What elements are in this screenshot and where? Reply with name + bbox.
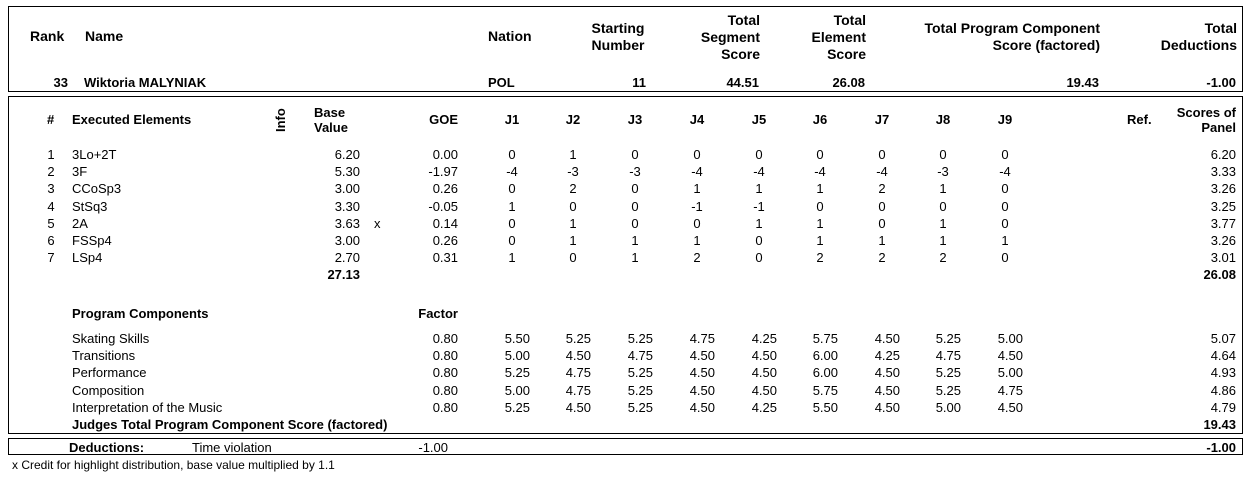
element-judge-score: 0 xyxy=(878,216,886,231)
component-panel-score: 4.93 xyxy=(1210,365,1236,380)
element-number: 5 xyxy=(47,216,55,231)
element-base-value: 3.30 xyxy=(334,199,360,214)
goe-header: GOE xyxy=(429,112,458,127)
element-judge-score: 0 xyxy=(569,199,577,214)
component-judge-score: 4.50 xyxy=(874,400,900,415)
element-judge-score: 0 xyxy=(693,216,701,231)
element-judge-score: -4 xyxy=(999,164,1011,179)
component-judge-score: 5.50 xyxy=(812,400,838,415)
component-name: Performance xyxy=(72,365,147,380)
component-judge-score: 4.75 xyxy=(935,348,961,363)
skater-nation: POL xyxy=(488,75,515,90)
element-name: FSSp4 xyxy=(72,233,112,248)
element-judge-score: 0 xyxy=(631,199,639,214)
nation-label: Nation xyxy=(488,28,532,44)
element-judge-score: 0 xyxy=(755,147,763,162)
skater-name: Wiktoria MALYNIAK xyxy=(84,75,207,90)
element-panel-score: 3.26 xyxy=(1210,233,1236,248)
component-judge-score: 4.75 xyxy=(997,383,1023,398)
base-value-header-2: Value xyxy=(314,120,348,135)
skater-rank: 33 xyxy=(53,75,68,90)
component-panel-score: 4.79 xyxy=(1210,400,1236,415)
component-factor: 0.80 xyxy=(432,365,458,380)
component-name: Composition xyxy=(72,383,145,398)
component-factor: 0.80 xyxy=(432,331,458,346)
tss-label-2: Segment xyxy=(700,29,760,45)
element-judge-score: 1 xyxy=(816,181,824,196)
element-judge-score: 2 xyxy=(878,250,886,265)
element-judge-score: 0 xyxy=(631,181,639,196)
component-judge-score: 4.50 xyxy=(751,348,777,363)
component-judge-score: 4.75 xyxy=(627,348,653,363)
component-factor: 0.80 xyxy=(432,400,458,415)
element-judge-score: 0 xyxy=(631,147,639,162)
starting-number-label-1: Starting xyxy=(591,20,645,36)
component-judge-score: 4.50 xyxy=(997,400,1023,415)
element-judge-score: 1 xyxy=(939,216,947,231)
element-goe: 0.00 xyxy=(432,147,458,162)
element-number: 2 xyxy=(47,164,55,179)
component-judge-score: 4.25 xyxy=(751,331,777,346)
element-judge-score: 1 xyxy=(1001,233,1009,248)
component-factor: 0.80 xyxy=(432,383,458,398)
component-judge-score: 4.75 xyxy=(689,331,715,346)
element-judge-score: 1 xyxy=(631,250,639,265)
element-judge-score: -1 xyxy=(691,199,703,214)
element-panel-score: 3.26 xyxy=(1210,181,1236,196)
element-judge-score: 2 xyxy=(693,250,701,265)
deductions-total: -1.00 xyxy=(1206,440,1236,455)
element-name: StSq3 xyxy=(72,199,108,214)
element-goe: 0.14 xyxy=(432,216,458,231)
info-header: Info xyxy=(273,108,288,132)
tes-label-2: Element xyxy=(811,29,866,45)
element-judge-score: 0 xyxy=(878,147,886,162)
component-judge-score: 5.25 xyxy=(627,383,653,398)
element-judge-score: 0 xyxy=(939,199,947,214)
element-judge-score: 0 xyxy=(508,147,516,162)
name-label: Name xyxy=(85,28,124,44)
element-goe: 0.31 xyxy=(432,250,458,265)
element-panel-score: 6.20 xyxy=(1210,147,1236,162)
element-number: 4 xyxy=(47,199,55,214)
element-judge-score: 0 xyxy=(1001,250,1009,265)
tes-label-3: Score xyxy=(827,46,866,62)
judge-header-4: J4 xyxy=(689,112,705,127)
pcs-label-1: Total Program Component xyxy=(924,20,1100,36)
judge-header-9: J9 xyxy=(997,112,1013,127)
judge-header-1: J1 xyxy=(504,112,520,127)
element-judge-score: 0 xyxy=(755,233,763,248)
tss-label-1: Total xyxy=(727,12,760,28)
skater-pcs: 19.43 xyxy=(1066,75,1099,90)
component-judge-score: 4.50 xyxy=(689,400,715,415)
element-judge-score: -3 xyxy=(567,164,579,179)
judge-header-8: J8 xyxy=(935,112,951,127)
deductions-label: Deductions: xyxy=(69,440,145,455)
element-info: x xyxy=(374,216,381,231)
skater-tss: 44.51 xyxy=(726,75,759,90)
component-judge-score: 6.00 xyxy=(812,365,838,380)
executed-elements-header: Executed Elements xyxy=(72,112,192,127)
elements-total-score: 26.08 xyxy=(1203,267,1236,282)
component-judge-score: 5.75 xyxy=(812,331,838,346)
component-judge-score: 4.50 xyxy=(997,348,1023,363)
element-judge-score: 2 xyxy=(569,181,577,196)
element-judge-score: -3 xyxy=(937,164,949,179)
component-judge-score: 4.50 xyxy=(689,348,715,363)
element-name: CCoSp3 xyxy=(72,181,122,196)
component-judge-score: 4.25 xyxy=(874,348,900,363)
element-judge-score: 0 xyxy=(693,147,701,162)
component-judge-score: 5.25 xyxy=(565,331,591,346)
footnote: x Credit for highlight distribution, base value multiplied by 1.1 xyxy=(12,458,335,472)
component-judge-score: 4.50 xyxy=(689,365,715,380)
component-judge-score: 4.50 xyxy=(874,365,900,380)
element-judge-score: 2 xyxy=(816,250,824,265)
element-base-value: 6.20 xyxy=(334,147,360,162)
component-name: Interpretation of the Music xyxy=(72,400,223,415)
element-judge-score: 1 xyxy=(755,216,763,231)
element-judge-score: 1 xyxy=(939,233,947,248)
element-judge-score: 1 xyxy=(693,233,701,248)
element-judge-score: 0 xyxy=(816,147,824,162)
element-panel-score: 3.01 xyxy=(1210,250,1236,265)
element-judge-score: 0 xyxy=(1001,199,1009,214)
element-judge-score: 1 xyxy=(693,181,701,196)
pcs-label-2: Score (factored) xyxy=(992,37,1100,53)
scores-of-panel-header-2: Panel xyxy=(1201,120,1236,135)
element-judge-score: -4 xyxy=(506,164,518,179)
component-judge-score: 5.00 xyxy=(504,383,530,398)
scores-of-panel-header-1: Scores of xyxy=(1176,105,1236,120)
elements-total-base: 27.13 xyxy=(327,267,360,282)
element-panel-score: 3.33 xyxy=(1210,164,1236,179)
element-judge-score: 1 xyxy=(816,216,824,231)
element-judge-score: 0 xyxy=(1001,147,1009,162)
component-judge-score: 4.75 xyxy=(565,383,591,398)
element-base-value: 2.70 xyxy=(334,250,360,265)
element-goe: -1.97 xyxy=(428,164,458,179)
ded-label-1: Total xyxy=(1204,20,1237,36)
component-judge-score: 5.25 xyxy=(627,331,653,346)
element-judge-score: -3 xyxy=(629,164,641,179)
element-judge-score: 0 xyxy=(816,199,824,214)
element-judge-score: 0 xyxy=(878,199,886,214)
element-panel-score: 3.25 xyxy=(1210,199,1236,214)
judge-header-7: J7 xyxy=(874,112,890,127)
element-judge-score: 2 xyxy=(939,250,947,265)
judge-header-2: J2 xyxy=(565,112,581,127)
element-judge-score: -4 xyxy=(876,164,888,179)
component-judge-score: 6.00 xyxy=(812,348,838,363)
component-judge-score: 5.50 xyxy=(504,331,530,346)
element-judge-score: 0 xyxy=(1001,216,1009,231)
element-judge-score: 0 xyxy=(508,233,516,248)
element-number: 6 xyxy=(47,233,55,248)
element-name: 3F xyxy=(72,164,88,179)
element-judge-score: 0 xyxy=(755,250,763,265)
element-judge-score: -4 xyxy=(814,164,826,179)
element-panel-score: 3.77 xyxy=(1210,216,1236,231)
skater-tes: 26.08 xyxy=(832,75,865,90)
component-judge-score: 4.50 xyxy=(689,383,715,398)
element-judge-score: 1 xyxy=(508,250,516,265)
component-factor: 0.80 xyxy=(432,348,458,363)
component-judge-score: 4.25 xyxy=(751,400,777,415)
element-judge-score: 1 xyxy=(939,181,947,196)
component-name: Transitions xyxy=(72,348,136,363)
element-judge-score: 1 xyxy=(569,216,577,231)
judge-header-3: J3 xyxy=(627,112,643,127)
component-judge-score: 4.50 xyxy=(751,383,777,398)
components-total: 19.43 xyxy=(1203,417,1236,432)
element-goe: -0.05 xyxy=(428,199,458,214)
ded-label-2: Deductions xyxy=(1160,37,1237,53)
component-judge-score: 5.00 xyxy=(997,331,1023,346)
element-goe: 0.26 xyxy=(432,233,458,248)
element-judge-score: 0 xyxy=(569,250,577,265)
component-judge-score: 4.50 xyxy=(751,365,777,380)
component-name: Skating Skills xyxy=(72,331,150,346)
starting-number-label-2: Number xyxy=(591,37,645,53)
element-judge-score: 1 xyxy=(569,147,577,162)
components-total-label: Judges Total Program Component Score (factored) xyxy=(72,417,388,432)
component-panel-score: 5.07 xyxy=(1210,331,1236,346)
element-number: 3 xyxy=(47,181,55,196)
program-components-header: Program Components xyxy=(72,306,209,321)
component-judge-score: 4.50 xyxy=(874,383,900,398)
component-panel-score: 4.86 xyxy=(1210,383,1236,398)
component-judge-score: 5.25 xyxy=(504,365,530,380)
element-judge-score: 2 xyxy=(878,181,886,196)
element-base-value: 3.00 xyxy=(334,181,360,196)
deduction-value: -1.00 xyxy=(418,440,448,455)
tes-label-1: Total xyxy=(833,12,866,28)
judge-header-6: J6 xyxy=(812,112,828,127)
component-judge-score: 4.75 xyxy=(565,365,591,380)
element-judge-score: 1 xyxy=(878,233,886,248)
component-judge-score: 5.25 xyxy=(935,365,961,380)
element-judge-score: 0 xyxy=(508,181,516,196)
element-judge-score: 0 xyxy=(939,147,947,162)
skater-deductions: -1.00 xyxy=(1206,75,1236,90)
component-judge-score: 5.25 xyxy=(935,383,961,398)
factor-header: Factor xyxy=(418,306,458,321)
element-judge-score: -1 xyxy=(753,199,765,214)
rank-label: Rank xyxy=(30,28,65,44)
component-judge-score: 5.00 xyxy=(504,348,530,363)
element-judge-score: -4 xyxy=(691,164,703,179)
deduction-item: Time violation xyxy=(192,440,272,455)
component-judge-score: 4.50 xyxy=(565,348,591,363)
base-value-header-1: Base xyxy=(314,105,346,120)
num-header: # xyxy=(47,112,55,127)
element-name: 3Lo+2T xyxy=(72,147,117,162)
component-judge-score: 5.00 xyxy=(935,400,961,415)
tss-label-3: Score xyxy=(721,46,760,62)
element-judge-score: 0 xyxy=(631,216,639,231)
element-base-value: 5.30 xyxy=(334,164,360,179)
ref-header: Ref. xyxy=(1127,112,1152,127)
element-name: LSp4 xyxy=(72,250,103,265)
component-judge-score: 5.75 xyxy=(812,383,838,398)
element-goe: 0.26 xyxy=(432,181,458,196)
component-judge-score: 5.00 xyxy=(997,365,1023,380)
element-judge-score: 1 xyxy=(755,181,763,196)
component-panel-score: 4.64 xyxy=(1210,348,1236,363)
skater-starting-number: 11 xyxy=(632,75,646,90)
element-number: 7 xyxy=(47,250,55,265)
element-judge-score: 1 xyxy=(631,233,639,248)
component-judge-score: 5.25 xyxy=(504,400,530,415)
element-judge-score: 1 xyxy=(816,233,824,248)
component-judge-score: 4.50 xyxy=(565,400,591,415)
component-judge-score: 4.50 xyxy=(874,331,900,346)
component-judge-score: 5.25 xyxy=(935,331,961,346)
judge-header-5: J5 xyxy=(751,112,767,127)
element-judge-score: 1 xyxy=(569,233,577,248)
element-name: 2A xyxy=(72,216,88,231)
component-judge-score: 5.25 xyxy=(627,365,653,380)
element-base-value: 3.00 xyxy=(334,233,360,248)
element-base-value: 3.63 xyxy=(334,216,360,231)
component-judge-score: 5.25 xyxy=(627,400,653,415)
element-judge-score: 0 xyxy=(508,216,516,231)
element-judge-score: -4 xyxy=(753,164,765,179)
element-judge-score: 1 xyxy=(508,199,516,214)
element-judge-score: 0 xyxy=(1001,181,1009,196)
element-number: 1 xyxy=(47,147,55,162)
